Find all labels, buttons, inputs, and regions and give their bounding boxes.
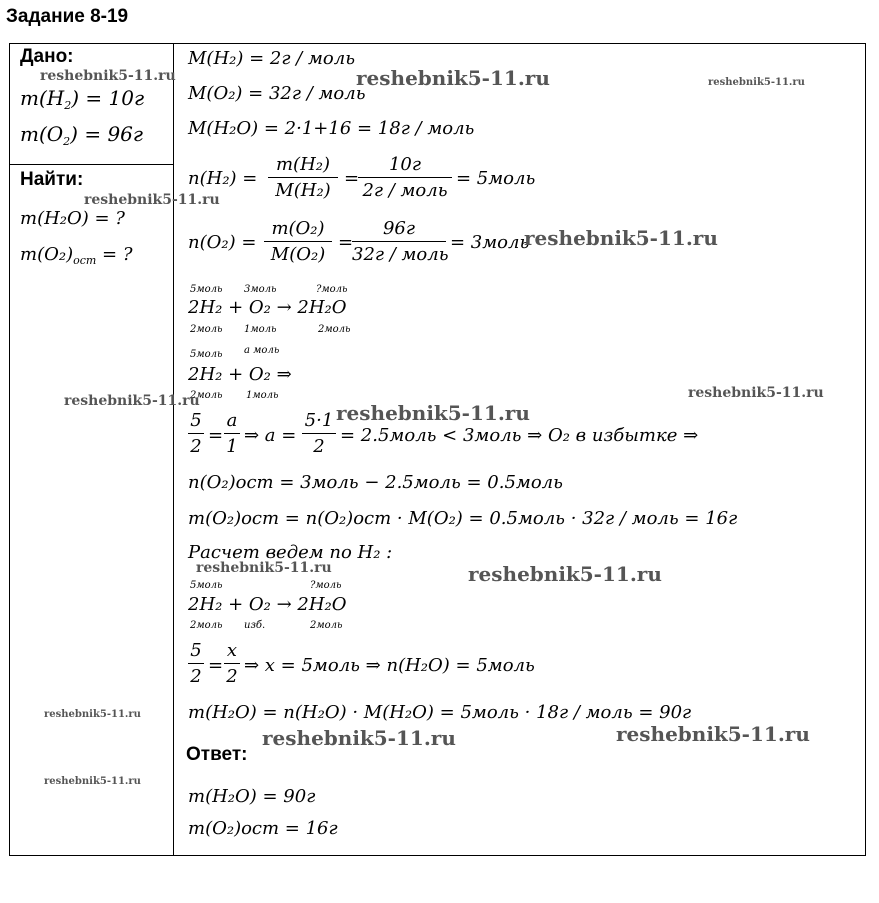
r2-bot-1: 1моль [246,390,279,401]
answer-h2o: m(H₂O) = 90г [188,786,316,807]
r1-top-0: 5моль [190,284,223,295]
find-h2o: m(H₂O) = ? [20,208,125,229]
r1-bot-0: 2моль [190,324,223,335]
r1-top-1: 3моль [244,284,277,295]
reaction-1: 2H₂ + O₂ → 2H₂O [188,297,347,318]
r2-bot-0: 2моль [190,390,223,401]
watermark: reshebnik5-11.ru [708,77,805,88]
watermark: reshebnik5-11.ru [44,709,141,720]
page-title: Задание 8-19 [6,6,129,27]
prop-a-tail: = 2.5моль < 3моль ⇒ O₂ в избытке ⇒ [340,425,699,446]
r1-top-2: ?моль [316,284,348,295]
watermark: reshebnik5-11.ru [688,385,824,401]
watermark: reshebnik5-11.ru [262,726,456,750]
prop-x-left: 5 2 [188,640,204,687]
prop-x-right: x 2 [224,640,240,687]
prop-x-tail: ⇒ x = 5моль ⇒ n(H₂O) = 5моль [244,655,535,676]
n-o2-eq: = [338,232,354,253]
watermark: reshebnik5-11.ru [524,226,718,250]
molar-mass-h2o: M(H₂O) = 2·1+16 = 18г / моль [188,118,475,139]
watermark: reshebnik5-11.ru [196,560,332,576]
watermark: reshebnik5-11.ru [84,192,220,208]
find-o2-rest: $m(O_2)_{ост}$ = ? [20,244,133,267]
n-o2-frac2: 96г 32г / моль [352,218,449,265]
given-o2: $m(O_2) = 96г$ [20,122,144,148]
m-o2-rest: m(O₂)ост = n(O₂)ост · M(O₂) = 0.5моль · 32г / моль = 16г [188,508,738,529]
r3-bot-0: 2моль [190,620,223,631]
watermark: reshebnik5-11.ru [468,562,662,586]
prop-a-left: 5 2 [188,410,204,457]
find-header: Найти: [20,169,84,190]
given-find-divider [9,164,174,165]
molar-mass-h2: M(H₂) = 2г / моль [188,48,355,69]
watermark: reshebnik5-11.ru [356,66,550,90]
watermark: reshebnik5-11.ru [336,401,530,425]
prop-a-calc: 5·1 2 [302,410,336,457]
prop-a-right: a 1 [224,410,240,457]
prop-x-eq: = [208,655,224,676]
answer-header: Ответ: [186,744,248,765]
watermark: reshebnik5-11.ru [64,393,200,409]
r3-top-1: ?моль [310,580,342,591]
molar-mass-o2: M(O₂) = 32г / моль [188,83,366,104]
r3-bot-1: изб. [244,620,266,631]
given-h2: $m(H_2) = 10г$ [20,86,145,112]
prop-a-mid: ⇒ a = [244,425,297,446]
n-h2-lhs: n(H₂) = [188,168,258,189]
n-o2-rest: n(O₂)ост = 3моль − 2.5моль = 0.5моль [188,472,563,493]
reaction-3: 2H₂ + O₂ → 2H₂O [188,594,347,615]
watermark: reshebnik5-11.ru [40,68,176,84]
n-h2-frac2: 10г 2г / моль [358,154,452,201]
prop-a-eq: = [208,425,224,446]
n-h2-frac1: m(H₂) M(H₂) [268,154,338,201]
r3-top-0: 5моль [190,580,223,591]
r1-bot-2: 2моль [318,324,351,335]
n-o2-lhs: n(O₂) = [188,232,257,253]
r3-bot-2: 2моль [310,620,343,631]
r1-bot-1: 1моль [244,324,277,335]
calc-by-h2: Расчет ведем по H₂ : [188,542,393,563]
m-h2o: m(H₂O) = n(H₂O) · M(H₂O) = 5моль · 18г / моль = 90г [188,702,692,723]
watermark: reshebnik5-11.ru [616,722,810,746]
reaction-2: 2H₂ + O₂ ⇒ [188,364,292,385]
given-header: Дано: [20,46,74,67]
n-h2-eq: = [344,168,360,189]
n-o2-result: = 3моль [450,232,530,253]
n-h2-result: = 5моль [456,168,536,189]
watermark: reshebnik5-11.ru [44,776,141,787]
answer-o2: m(O₂)ост = 16г [188,818,338,839]
r2-top-0: 5моль [190,349,223,360]
n-o2-frac1: m(O₂) M(O₂) [264,218,332,265]
r2-top-1: a моль [244,345,280,356]
